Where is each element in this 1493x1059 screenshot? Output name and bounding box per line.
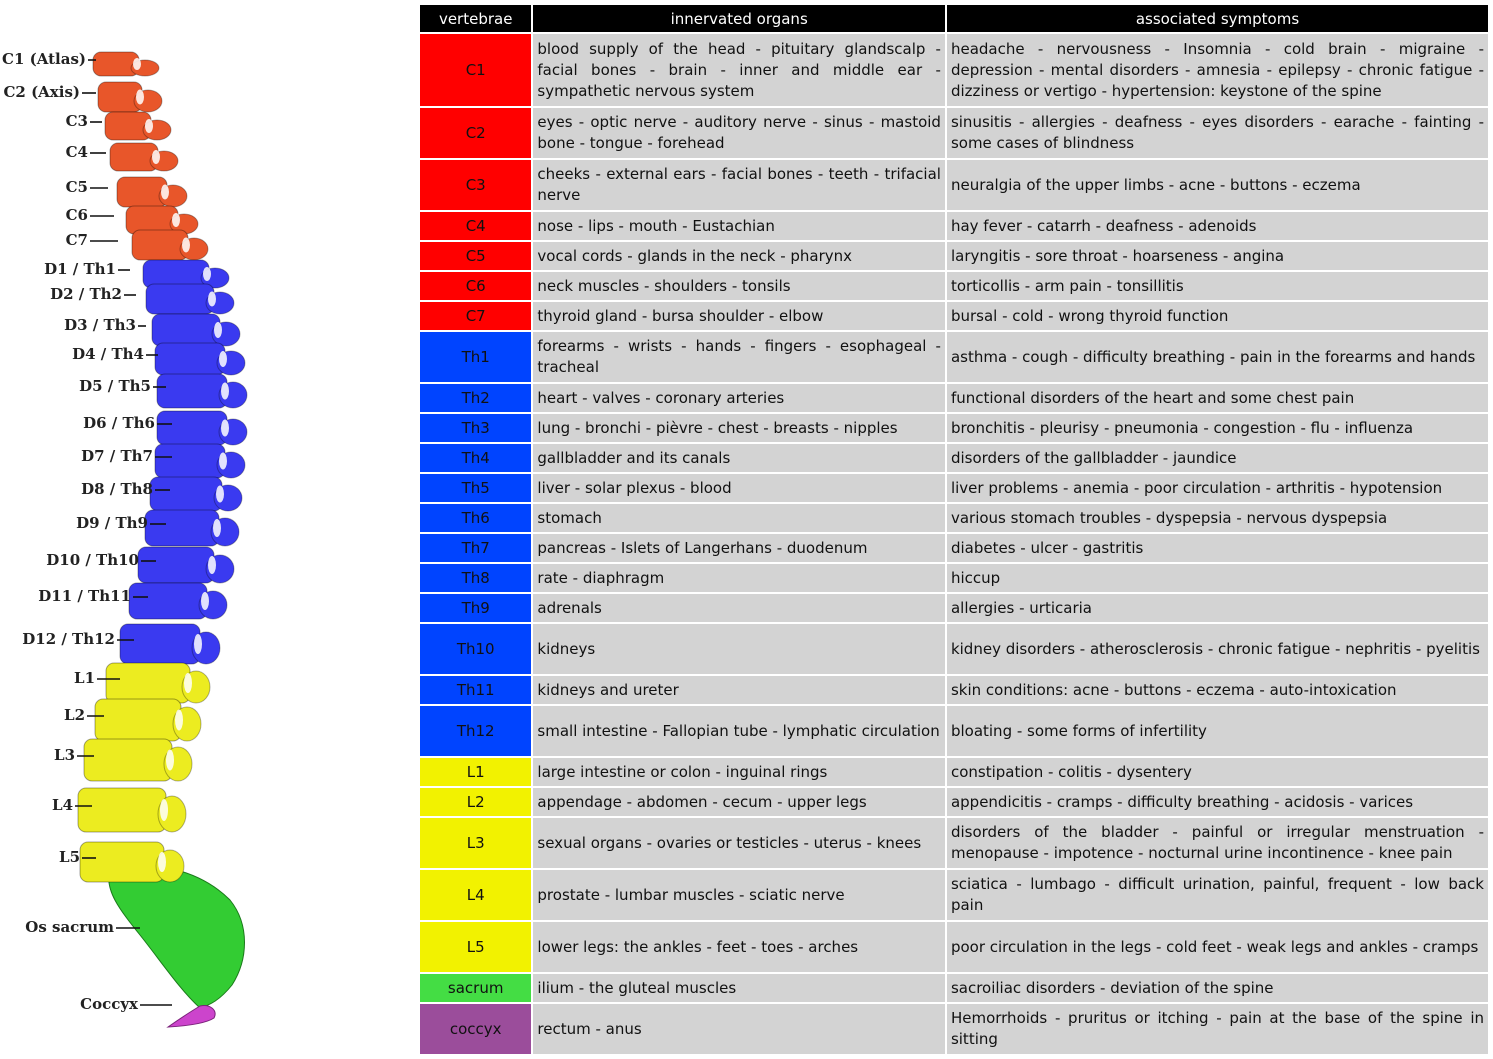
foramen-l2 <box>175 710 183 731</box>
spine-label-d9: D9 / Th9 <box>76 514 148 532</box>
vertebra-cell: Th12 <box>420 706 531 756</box>
symptoms-cell: appendicitis - cramps - difficulty breathing - acidosis - varices <box>947 788 1488 816</box>
table-row <box>420 706 1488 756</box>
spine-label-l1: L1 <box>74 669 95 687</box>
spine-label-c1: C1 (Atlas) <box>2 50 86 68</box>
foramen-d1 <box>203 267 211 281</box>
table-row <box>420 414 1488 442</box>
table-row <box>420 624 1488 674</box>
vertebra-cell: Th11 <box>420 676 531 704</box>
organs-cell: eyes - optic nerve - auditory nerve - sinus - mastoid bone - tongue - forehead <box>533 108 945 158</box>
spine-label-d2: D2 / Th2 <box>50 285 122 303</box>
organs-cell: liver - solar plexus - blood <box>533 474 945 502</box>
organs-cell: adrenals <box>533 594 945 622</box>
organs-cell: nose - lips - mouth - Eustachian <box>533 212 945 240</box>
spine-label-l2: L2 <box>64 706 85 724</box>
vertebra-d2 <box>146 284 214 314</box>
spine-label-l3: L3 <box>54 746 75 764</box>
foramen-l4 <box>160 799 168 821</box>
symptoms-cell: poor circulation in the legs - cold feet - weak legs and ankles - cramps <box>947 922 1488 972</box>
spine-diagram <box>0 0 410 1059</box>
symptoms-cell: sinusitis - allergies - deafness - eyes disorders - earache - fainting - some cases of blindness <box>947 108 1488 158</box>
coccyx-bone <box>168 1006 215 1027</box>
vertebra-d4 <box>155 343 225 375</box>
foramen-d8 <box>216 486 224 503</box>
foramen-d5 <box>221 383 229 400</box>
symptoms-cell: kidney disorders - atherosclerosis - chronic fatigue - nephritis - pyelitis <box>947 624 1488 674</box>
table-row <box>420 534 1488 562</box>
vertebra-cell: Th6 <box>420 504 531 532</box>
foramen-d6 <box>221 420 229 437</box>
vertebra-cell: C1 <box>420 34 531 106</box>
foramen-d2 <box>208 292 216 307</box>
spine-label-d1: D1 / Th1 <box>44 260 116 278</box>
vertebra-d3 <box>152 314 220 346</box>
vertebra-l1 <box>106 663 190 703</box>
spine-label-c5: C5 <box>65 178 88 196</box>
organs-cell: sexual organs - ovaries or testicles - uterus - knees <box>533 818 945 868</box>
table-row <box>420 384 1488 412</box>
vertebra-cell: coccyx <box>420 1004 531 1054</box>
organs-cell: cheeks - external ears - facial bones - teeth - trifacial nerve <box>533 160 945 210</box>
vertebra-cell: L3 <box>420 818 531 868</box>
organs-cell: stomach <box>533 504 945 532</box>
organs-cell: kidneys <box>533 624 945 674</box>
symptoms-cell: laryngitis - sore throat - hoarseness - angina <box>947 242 1488 270</box>
table-row <box>420 788 1488 816</box>
vertebra-cell: Th4 <box>420 444 531 472</box>
foramen-d4 <box>219 351 227 367</box>
vertebra-cell: C2 <box>420 108 531 158</box>
symptoms-cell: Hemorrhoids - pruritus or itching - pain at the base of the spine in sitting <box>947 1004 1488 1054</box>
table-row <box>420 108 1488 158</box>
organs-cell: small intestine - Fallopian tube - lymphatic circulation <box>533 706 945 756</box>
table-row <box>420 302 1488 330</box>
organs-cell: neck muscles - shoulders - tonsils <box>533 272 945 300</box>
vertebra-cell: sacrum <box>420 974 531 1002</box>
spine-label-c6: C6 <box>65 206 88 224</box>
organs-cell: lung - bronchi - pièvre - chest - breasts - nipples <box>533 414 945 442</box>
symptoms-cell: allergies - urticaria <box>947 594 1488 622</box>
table-row <box>420 594 1488 622</box>
table-row <box>420 504 1488 532</box>
foramen-d10 <box>208 556 216 574</box>
symptoms-cell: disorders of the bladder - painful or irregular menstruation - menopause - impotence - nocturnal urine incontinence - knee pain <box>947 818 1488 868</box>
symptoms-cell: constipation - colitis - dysentery <box>947 758 1488 786</box>
symptoms-cell: various stomach troubles - dyspepsia - nervous dyspepsia <box>947 504 1488 532</box>
spine-label-l5: L5 <box>59 848 80 866</box>
table-row <box>420 974 1488 1002</box>
symptoms-cell: diabetes - ulcer - gastritis <box>947 534 1488 562</box>
vertebra-cell: L4 <box>420 870 531 920</box>
vertebra-cell: C3 <box>420 160 531 210</box>
spine-label-d3: D3 / Th3 <box>64 316 136 334</box>
table-row <box>420 870 1488 920</box>
spine-label-l4: L4 <box>52 796 73 814</box>
table-row <box>420 564 1488 592</box>
table-row <box>420 160 1488 210</box>
organs-cell: large intestine or colon - inguinal rings <box>533 758 945 786</box>
header-innervated-organs: innervated organs <box>533 5 945 32</box>
symptoms-cell: liver problems - anemia - poor circulation - arthritis - hypotension <box>947 474 1488 502</box>
table-row <box>420 332 1488 382</box>
spine-label-c3: C3 <box>65 112 88 130</box>
organs-cell: vocal cords - glands in the neck - pharynx <box>533 242 945 270</box>
organs-cell: forearms - wrists - hands - fingers - esophageal - tracheal <box>533 332 945 382</box>
foramen-c2 <box>136 90 144 105</box>
foramen-l5 <box>158 852 166 872</box>
symptoms-cell: bloating - some forms of infertility <box>947 706 1488 756</box>
table-row <box>420 242 1488 270</box>
vertebra-cell: Th3 <box>420 414 531 442</box>
foramen-c1 <box>133 58 141 70</box>
organs-cell: thyroid gland - bursa shoulder - elbow <box>533 302 945 330</box>
foramen-c3 <box>145 119 153 133</box>
vertebrae-table <box>418 3 1490 1056</box>
vertebra-d7 <box>155 444 225 478</box>
symptoms-cell: sciatica - lumbago - difficult urination, painful, frequent - low back pain <box>947 870 1488 920</box>
spine-label-c7: C7 <box>65 231 88 249</box>
vertebra-cell: C4 <box>420 212 531 240</box>
vertebra-cell: Th2 <box>420 384 531 412</box>
symptoms-cell: asthma - cough - difficulty breathing - pain in the forearms and hands <box>947 332 1488 382</box>
vertebra-cell: C6 <box>420 272 531 300</box>
vertebra-cell: Th9 <box>420 594 531 622</box>
table-row <box>420 818 1488 868</box>
spine-label-d5: D5 / Th5 <box>79 377 151 395</box>
vertebra-d11 <box>129 583 207 619</box>
spine-label-d10: D10 / Th10 <box>46 551 139 569</box>
table-header-row <box>420 5 1488 32</box>
symptoms-cell: disorders of the gallbladder - jaundice <box>947 444 1488 472</box>
vertebra-d12 <box>120 624 200 664</box>
sacrum-bone <box>109 865 245 1008</box>
organs-cell: kidneys and ureter <box>533 676 945 704</box>
vertebra-cell: Th1 <box>420 332 531 382</box>
vertebra-c1 <box>93 52 139 76</box>
vertebra-d5 <box>157 374 227 408</box>
symptoms-cell: torticollis - arm pain - tonsillitis <box>947 272 1488 300</box>
table-row <box>420 676 1488 704</box>
vertebra-l3 <box>84 739 172 781</box>
spine-label-d4: D4 / Th4 <box>72 345 144 363</box>
foramen-d7 <box>219 453 227 470</box>
vertebra-c7 <box>132 230 188 260</box>
table-row <box>420 922 1488 972</box>
foramen-c7 <box>182 238 190 253</box>
foramen-c6 <box>172 213 180 227</box>
foramen-d11 <box>201 592 209 610</box>
vertebra-cell: C7 <box>420 302 531 330</box>
table-row <box>420 212 1488 240</box>
organs-cell: blood supply of the head - pituitary glandscalp - facial bones - brain - inner and middle ear - sympathetic nervous system <box>533 34 945 106</box>
symptoms-cell: sacroiliac disorders - deviation of the spine <box>947 974 1488 1002</box>
table-row <box>420 758 1488 786</box>
table-row <box>420 34 1488 106</box>
foramen-l1 <box>184 673 192 693</box>
organs-cell: lower legs: the ankles - feet - toes - arches <box>533 922 945 972</box>
vertebra-d8 <box>150 477 222 511</box>
symptoms-cell: neuralgia of the upper limbs - acne - buttons - eczema <box>947 160 1488 210</box>
spine-label-c4: C4 <box>65 143 88 161</box>
foramen-d9 <box>213 519 221 537</box>
spine-label-d6: D6 / Th6 <box>83 414 155 432</box>
table-row <box>420 474 1488 502</box>
vertebra-d6 <box>157 411 227 445</box>
spine-label-c2: C2 (Axis) <box>3 83 80 101</box>
spine-label-d11: D11 / Th11 <box>38 587 131 605</box>
foramen-d3 <box>214 322 222 338</box>
symptoms-cell: bursal - cold - wrong thyroid function <box>947 302 1488 330</box>
table-row <box>420 272 1488 300</box>
vertebra-cell: L2 <box>420 788 531 816</box>
foramen-d12 <box>194 634 202 654</box>
vertebra-cell: Th7 <box>420 534 531 562</box>
organs-cell: ilium - the gluteal muscles <box>533 974 945 1002</box>
vertebra-cell: Th10 <box>420 624 531 674</box>
foramen-c5 <box>161 185 169 200</box>
spine-label-sacrum: Os sacrum <box>25 918 114 936</box>
symptoms-cell: hiccup <box>947 564 1488 592</box>
vertebrae-table-container <box>418 3 1490 1056</box>
organs-cell: rate - diaphragm <box>533 564 945 592</box>
vertebra-d10 <box>138 547 214 583</box>
organs-cell: rectum - anus <box>533 1004 945 1054</box>
symptoms-cell: headache - nervousness - Insomnia - cold brain - migraine - depression - mental disorders - amnesia - epilepsy - chronic fatigue - dizziness or vertigo - hypertension: keystone of the spine <box>947 34 1488 106</box>
symptoms-cell: skin conditions: acne - buttons - eczema - auto-intoxication <box>947 676 1488 704</box>
vertebra-cell: C5 <box>420 242 531 270</box>
foramen-c4 <box>152 150 160 164</box>
header-vertebrae: vertebrae <box>420 5 531 32</box>
vertebra-l4 <box>78 788 166 832</box>
spine-label-d8: D8 / Th8 <box>81 480 153 498</box>
vertebra-cell: Th5 <box>420 474 531 502</box>
spine-label-d7: D7 / Th7 <box>81 447 153 465</box>
symptoms-cell: hay fever - catarrh - deafness - adenoids <box>947 212 1488 240</box>
vertebra-l2 <box>95 699 181 741</box>
spine-bones <box>78 52 247 1027</box>
vertebra-cell: Th8 <box>420 564 531 592</box>
organs-cell: prostate - lumbar muscles - sciatic nerve <box>533 870 945 920</box>
organs-cell: appendage - abdomen - cecum - upper legs <box>533 788 945 816</box>
spine-label-d12: D12 / Th12 <box>22 630 115 648</box>
organs-cell: heart - valves - coronary arteries <box>533 384 945 412</box>
symptoms-cell: functional disorders of the heart and some chest pain <box>947 384 1488 412</box>
vertebra-cell: L5 <box>420 922 531 972</box>
organs-cell: gallbladder and its canals <box>533 444 945 472</box>
header-associated-symptoms: associated symptoms <box>947 5 1488 32</box>
table-row <box>420 444 1488 472</box>
foramen-l3 <box>166 750 174 771</box>
table-body <box>420 34 1488 1054</box>
vertebra-d9 <box>145 510 219 546</box>
organs-cell: pancreas - Islets of Langerhans - duodenum <box>533 534 945 562</box>
table-row <box>420 1004 1488 1054</box>
symptoms-cell: bronchitis - pleurisy - pneumonia - congestion - flu - influenza <box>947 414 1488 442</box>
vertebra-l5 <box>80 842 164 882</box>
spine-label-coccyx: Coccyx <box>80 995 138 1013</box>
vertebra-cell: L1 <box>420 758 531 786</box>
